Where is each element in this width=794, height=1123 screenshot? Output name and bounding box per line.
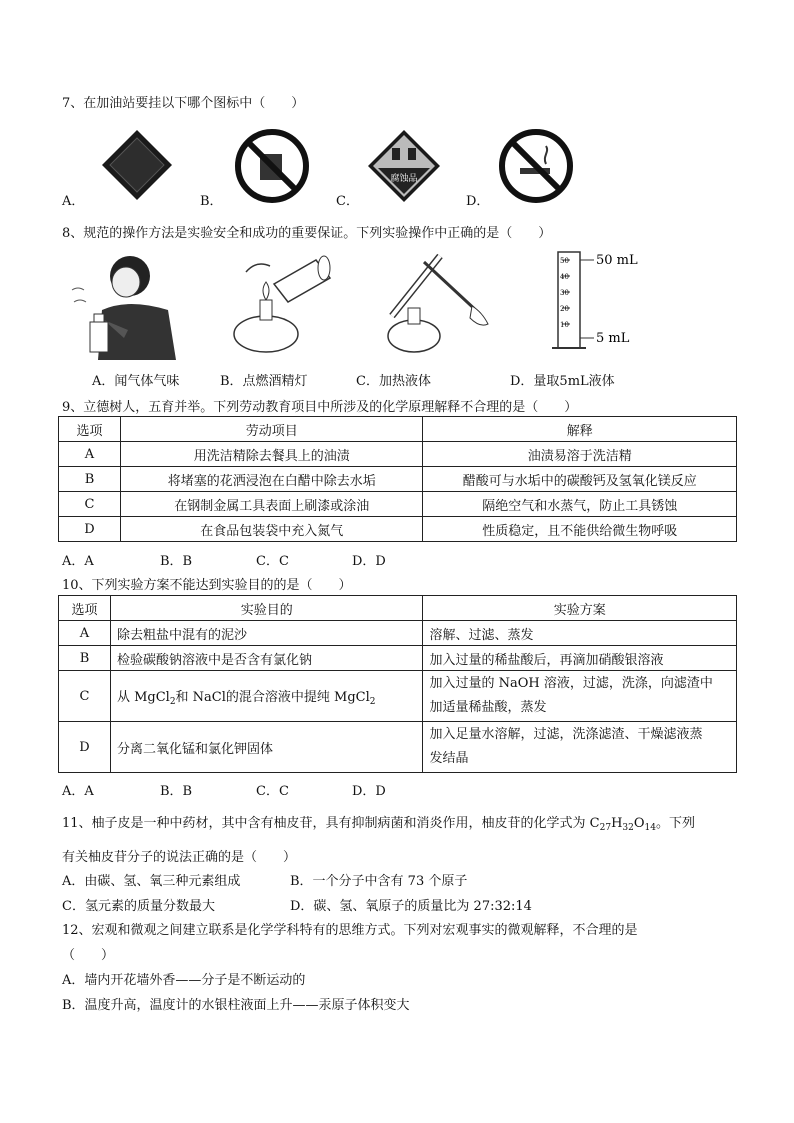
- q11-text: H: [611, 816, 623, 831]
- q9-option-a: A．A: [62, 554, 94, 569]
- sign-b-no-fireworks: [234, 128, 310, 204]
- cyl-bottom-label: 5 mL: [596, 331, 630, 346]
- subscript: 2: [369, 696, 376, 707]
- q9-option-d: D．D: [352, 554, 386, 569]
- table-cell: 油渍易溶于洗洁精: [423, 442, 737, 467]
- header-cell: 选项: [59, 596, 111, 621]
- table-cell: 溶解、过滤、蒸发: [423, 621, 737, 646]
- subscript: 27: [599, 823, 612, 833]
- header-cell: 劳动项目: [120, 417, 423, 442]
- q9-option-b: B．B: [160, 554, 193, 569]
- table-row: [59, 722, 737, 773]
- subscript: 2: [169, 696, 176, 707]
- table-cell: C: [59, 671, 111, 722]
- image-heat-liquid: [380, 246, 500, 358]
- table-header-row: [59, 417, 737, 442]
- q9-option-c: C．C: [256, 554, 289, 569]
- plan-line: 加入足量水溶解，过滤，洗涤滤渣、干燥滤液蒸: [429, 727, 703, 742]
- sign-a-toxic: [100, 128, 174, 202]
- sign-d-no-smoking: [498, 128, 574, 204]
- table-cell: D: [59, 722, 111, 773]
- table-cell: 加入过量的稀盐酸后，再滴加硝酸银溶液: [423, 646, 737, 671]
- table-row: [59, 671, 737, 722]
- q7-option-c: C．: [336, 194, 359, 209]
- header-cell: 解释: [423, 417, 737, 442]
- table-cell: 醋酸可与水垢中的碳酸钙及氢氧化镁反应: [423, 467, 737, 492]
- table-row: [59, 517, 737, 542]
- table-cell: A: [59, 621, 111, 646]
- plan-line: 加入过量的 NaOH 溶液，过滤，洗涤，向滤渣中: [429, 676, 713, 691]
- q11-text: 11、柚子皮是一种中药材，其中含有柚皮苷，具有抑制病菌和消炎作用，柚皮苷的化学式为 C: [62, 816, 600, 831]
- table-row: [59, 646, 737, 671]
- sign-c-corrosive: [366, 128, 442, 204]
- q8-option-d: D．量取5mL液体: [510, 374, 615, 389]
- table-cell: 检验碳酸钠溶液中是否含有氯化钠: [110, 646, 423, 671]
- q11-text: O: [633, 816, 645, 831]
- table-cell: C: [59, 492, 121, 517]
- subscript: 14: [644, 823, 656, 833]
- q12-line1: 12、宏观和微观之间建立联系是化学学科特有的思维方式。下列对宏观事实的微观解释，不合理的是: [62, 923, 638, 938]
- header-cell: 实验方案: [423, 596, 737, 621]
- formula-text: 和 NaCl的混合溶液中提纯 MgCl: [175, 689, 370, 705]
- q10-option-d: D．D: [352, 784, 386, 799]
- table-cell: 隔绝空气和水蒸气，防止工具锈蚀: [423, 492, 737, 517]
- q12-line2: （ ）: [62, 948, 115, 963]
- q10-option-c: C．C: [256, 784, 289, 799]
- q11-line2: 有关柚皮苷分子的说法正确的是（ ）: [62, 850, 297, 865]
- subscript: 32: [622, 823, 634, 833]
- image-graduated-cylinder: [548, 248, 638, 356]
- q7-option-b: B．: [200, 194, 223, 209]
- q12-option-a: A．墙内开花墙外香——分子是不断运动的: [62, 973, 306, 988]
- q7-option-a: A．: [62, 194, 85, 209]
- q10-stem: 10、下列实验方案不能达到实验目的的是（ ）: [62, 578, 352, 593]
- table-cell: A: [59, 442, 121, 467]
- table-cell: B: [59, 467, 121, 492]
- image-light-alcohol-lamp: [226, 248, 338, 358]
- table-cell: 除去粗盐中混有的泥沙: [110, 621, 423, 646]
- formula-text: 从 MgCl: [116, 689, 170, 705]
- table-cell: 在食品包装袋中充入氮气: [120, 517, 423, 542]
- cyl-top-label: 50 mL: [596, 253, 638, 268]
- q8-option-c: C．加热液体: [356, 374, 431, 389]
- table-row: [59, 492, 737, 517]
- header-cell: 实验目的: [110, 596, 423, 621]
- table-cell: B: [59, 646, 111, 671]
- q9-stem: 9、立德树人，五育并举。下列劳动教育项目中所涉及的化学原理解释不合理的是（ ）: [62, 400, 578, 415]
- q10-option-a: A．A: [62, 784, 94, 799]
- table-cell: [423, 671, 737, 722]
- table-cell: 性质稳定，且不能供给微生物呼吸: [423, 517, 737, 542]
- q10-option-b: B．B: [160, 784, 193, 799]
- q11-line1: [62, 812, 695, 833]
- table-header-row: [59, 596, 737, 621]
- q11-option-a: A．由碳、氢、氧三种元素组成: [62, 874, 241, 889]
- q8-option-b: B．点燃酒精灯: [220, 374, 308, 389]
- tick-50: 50: [560, 257, 569, 265]
- q11-text: 。下列: [656, 816, 696, 831]
- plan-line: 发结晶: [429, 751, 469, 766]
- tick-20: 20: [560, 305, 569, 313]
- table-cell: 分离二氧化锰和氯化钾固体: [110, 722, 423, 773]
- table-row: [59, 442, 737, 467]
- tick-30: 30: [560, 289, 569, 297]
- header-cell: 选项: [59, 417, 121, 442]
- image-smell-gas: [68, 250, 184, 362]
- plan-line: 加适量稀盐酸，蒸发: [429, 700, 547, 715]
- q11-option-b: B．一个分子中含有 73 个原子: [290, 874, 468, 889]
- table-cell: 在钢制金属工具表面上刷漆或涂油: [120, 492, 423, 517]
- q9-table: [58, 416, 737, 542]
- q7-stem: 7、在加油站要挂以下哪个图标中（ ）: [62, 96, 305, 111]
- tick-10: 10: [560, 321, 569, 329]
- q7-option-d: D．: [466, 194, 490, 209]
- table-cell: D: [59, 517, 121, 542]
- table-cell: [423, 722, 737, 773]
- sign-c-label: 腐蚀品: [390, 174, 418, 184]
- q11-option-d: D．碳、氢、氧原子的质量比为 27:32:14: [290, 899, 532, 914]
- tick-40: 40: [560, 273, 569, 281]
- table-cell: 将堵塞的花洒浸泡在白醋中除去水垢: [120, 467, 423, 492]
- table-row: [59, 621, 737, 646]
- table-cell: 用洗洁精除去餐具上的油渍: [120, 442, 423, 467]
- q8-option-a: A．闻气体气味: [92, 374, 180, 389]
- table-cell: [110, 671, 423, 722]
- q8-stem: 8、规范的操作方法是实验安全和成功的重要保证。下列实验操作中正确的是（ ）: [62, 226, 552, 241]
- table-row: [59, 467, 737, 492]
- q11-option-c: C．氢元素的质量分数最大: [62, 899, 215, 914]
- q10-table: [58, 595, 737, 773]
- q12-option-b: B．温度升高，温度计的水银柱液面上升——汞原子体积变大: [62, 998, 410, 1013]
